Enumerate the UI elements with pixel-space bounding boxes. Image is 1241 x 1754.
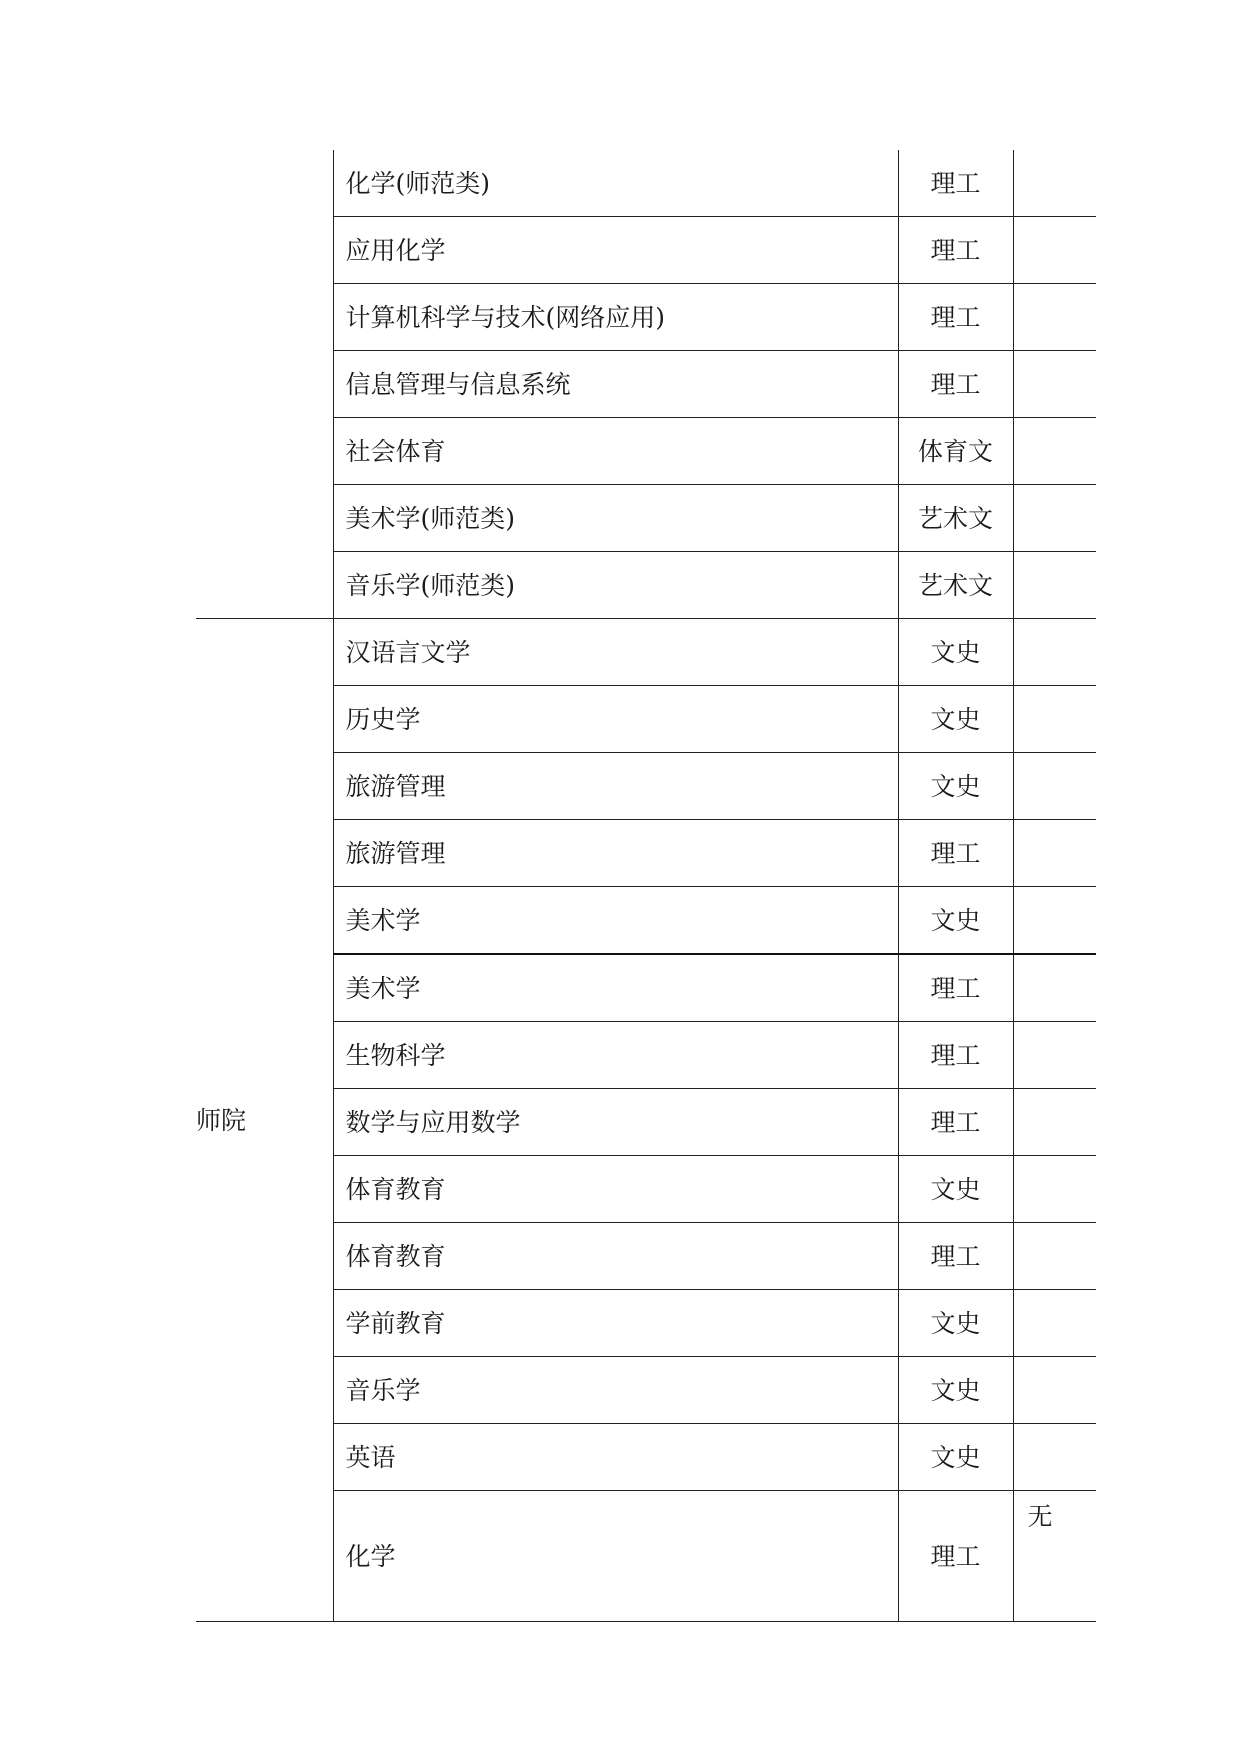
- major-cell: 数学与应用数学: [333, 1089, 898, 1156]
- extra-cell-text: 无: [1027, 1501, 1053, 1531]
- category-cell: 文史: [898, 887, 1013, 955]
- major-cell: 历史学: [333, 686, 898, 753]
- major-cell: 化学: [333, 1491, 898, 1622]
- extra-cell: [1013, 954, 1096, 1022]
- extra-cell: [1013, 619, 1096, 686]
- category-cell: 理工: [898, 351, 1013, 418]
- extra-cell: [1013, 418, 1096, 485]
- category-cell: 理工: [898, 150, 1013, 217]
- extra-cell: [1013, 485, 1096, 552]
- extra-cell: [1013, 1089, 1096, 1156]
- extra-cell: [1013, 150, 1096, 217]
- extra-cell: [1013, 1022, 1096, 1089]
- institution-cell: [196, 150, 333, 619]
- institution-cell: 师院: [196, 619, 333, 1622]
- major-cell: 旅游管理: [333, 820, 898, 887]
- extra-cell: [1013, 1424, 1096, 1491]
- extra-cell: [1013, 552, 1096, 619]
- extra-cell: [1013, 1290, 1096, 1357]
- category-cell: 理工: [898, 284, 1013, 351]
- major-cell: 体育教育: [333, 1156, 898, 1223]
- category-cell: 艺术文: [898, 552, 1013, 619]
- major-cell: 音乐学: [333, 1357, 898, 1424]
- major-cell: 社会体育: [333, 418, 898, 485]
- category-cell: 文史: [898, 1156, 1013, 1223]
- extra-cell: [1013, 1156, 1096, 1223]
- category-cell: 文史: [898, 686, 1013, 753]
- category-cell: 文史: [898, 753, 1013, 820]
- extra-cell: [1013, 284, 1096, 351]
- extra-cell: [1013, 1223, 1096, 1290]
- major-cell: 美术学: [333, 954, 898, 1022]
- extra-cell: [1013, 887, 1096, 955]
- extra-cell: [1013, 217, 1096, 284]
- major-cell: 体育教育: [333, 1223, 898, 1290]
- extra-cell: [1013, 753, 1096, 820]
- major-cell: 音乐学(师范类): [333, 552, 898, 619]
- major-cell: 学前教育: [333, 1290, 898, 1357]
- category-cell: 文史: [898, 619, 1013, 686]
- category-cell: 艺术文: [898, 485, 1013, 552]
- extra-cell: [1013, 351, 1096, 418]
- major-cell: 应用化学: [333, 217, 898, 284]
- majors-table: [196, 150, 1096, 1622]
- major-cell: 旅游管理: [333, 753, 898, 820]
- extra-cell: [1013, 1357, 1096, 1424]
- category-cell: 理工: [898, 1223, 1013, 1290]
- major-cell: 生物科学: [333, 1022, 898, 1089]
- table-row: [196, 150, 1096, 217]
- category-cell: 理工: [898, 1089, 1013, 1156]
- extra-cell: [1013, 820, 1096, 887]
- table-row: [196, 619, 1096, 686]
- major-cell: 计算机科学与技术(网络应用): [333, 284, 898, 351]
- major-cell: 美术学: [333, 887, 898, 955]
- category-cell: 文史: [898, 1424, 1013, 1491]
- category-cell: 理工: [898, 1491, 1013, 1622]
- category-cell: 理工: [898, 820, 1013, 887]
- category-cell: 文史: [898, 1357, 1013, 1424]
- category-cell: 文史: [898, 1290, 1013, 1357]
- category-cell: 体育文: [898, 418, 1013, 485]
- category-cell: 理工: [898, 217, 1013, 284]
- extra-cell: [1013, 1491, 1096, 1622]
- category-cell: 理工: [898, 1022, 1013, 1089]
- extra-cell: [1013, 686, 1096, 753]
- major-cell: 美术学(师范类): [333, 485, 898, 552]
- major-cell: 汉语言文学: [333, 619, 898, 686]
- category-cell: 理工: [898, 954, 1013, 1022]
- major-cell: 化学(师范类): [333, 150, 898, 217]
- major-cell: 英语: [333, 1424, 898, 1491]
- major-cell: 信息管理与信息系统: [333, 351, 898, 418]
